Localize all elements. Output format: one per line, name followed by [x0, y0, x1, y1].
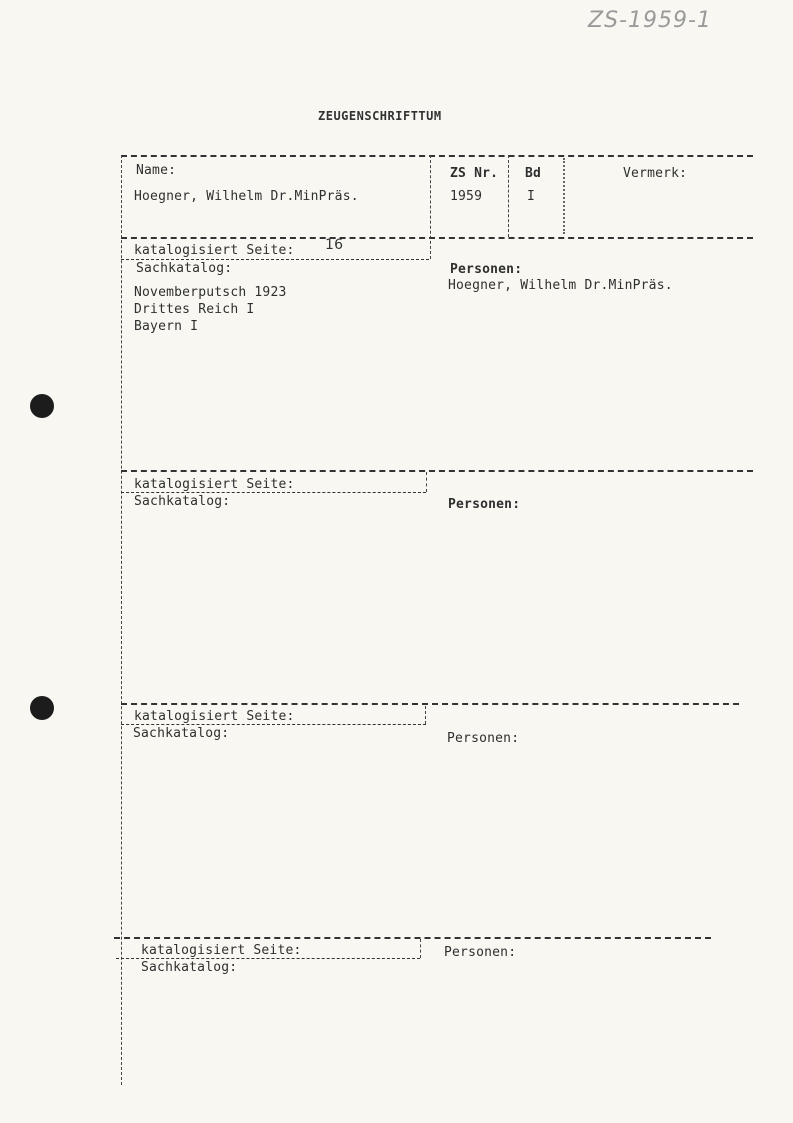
katalogisiert-box-edge-4: [420, 939, 421, 958]
header-bottom-rule: [121, 237, 753, 239]
sachkatalog-entry: Drittes Reich I: [134, 302, 255, 317]
punch-hole-bottom: [30, 696, 54, 720]
section-3-top-rule: [121, 703, 739, 705]
section-4-top-rule: [114, 937, 711, 939]
personen-label-1: Personen:: [450, 262, 523, 277]
vermerk-label: Vermerk:: [623, 166, 688, 181]
katalogisiert-label-4: katalogisiert Seite:: [141, 943, 302, 958]
katalogisiert-box-edge-3: [425, 706, 426, 724]
katalogisiert-label-3: katalogisiert Seite:: [134, 709, 295, 724]
katalogisiert-label-2: katalogisiert Seite:: [134, 477, 295, 492]
zs-number-label: ZS Nr.: [450, 166, 499, 181]
section-2-top-rule: [121, 470, 753, 472]
personen-label-2: Personen:: [448, 497, 521, 512]
header-divider-zs: [508, 155, 509, 237]
katalogisiert-box-edge-2: [426, 472, 427, 492]
sachkatalog-label-4: Sachkatalog:: [141, 960, 238, 975]
punch-hole-top: [30, 394, 54, 418]
band-value: I: [527, 189, 536, 204]
katalogisiert-underline-3: [121, 724, 426, 725]
name-label: Name:: [136, 163, 177, 178]
page-title: ZEUGENSCHRIFTTUM: [318, 109, 442, 123]
sachkatalog-entry: Novemberputsch 1923: [134, 285, 287, 300]
sachkatalog-label-1: Sachkatalog:: [136, 261, 233, 276]
katalogisiert-underline-2: [121, 492, 426, 493]
personen-label-3: Personen:: [447, 731, 520, 746]
katalogisiert-underline-4: [116, 958, 420, 959]
sachkatalog-label-2: Sachkatalog:: [134, 494, 231, 509]
header-divider-bd: [563, 158, 565, 234]
zs-number-value: 1959: [450, 189, 483, 204]
header-top-rule: [121, 155, 753, 157]
left-margin-rule: [121, 155, 122, 1085]
seite-value-1: 16: [325, 237, 344, 253]
katalogisiert-label-1: katalogisiert Seite:: [134, 243, 295, 258]
name-value: Hoegner, Wilhelm Dr.MinPräs.: [134, 189, 359, 204]
sachkatalog-label-3: Sachkatalog:: [133, 726, 230, 741]
band-label: Bd: [525, 166, 542, 181]
personen-label-4: Personen:: [444, 945, 517, 960]
katalogisiert-underline-1: [121, 259, 429, 260]
archive-stamp: ZS-1959-1: [588, 8, 712, 33]
personen-entry: Hoegner, Wilhelm Dr.MinPräs.: [448, 278, 673, 293]
sachkatalog-entry: Bayern I: [134, 319, 199, 334]
header-divider-name: [430, 155, 431, 259]
